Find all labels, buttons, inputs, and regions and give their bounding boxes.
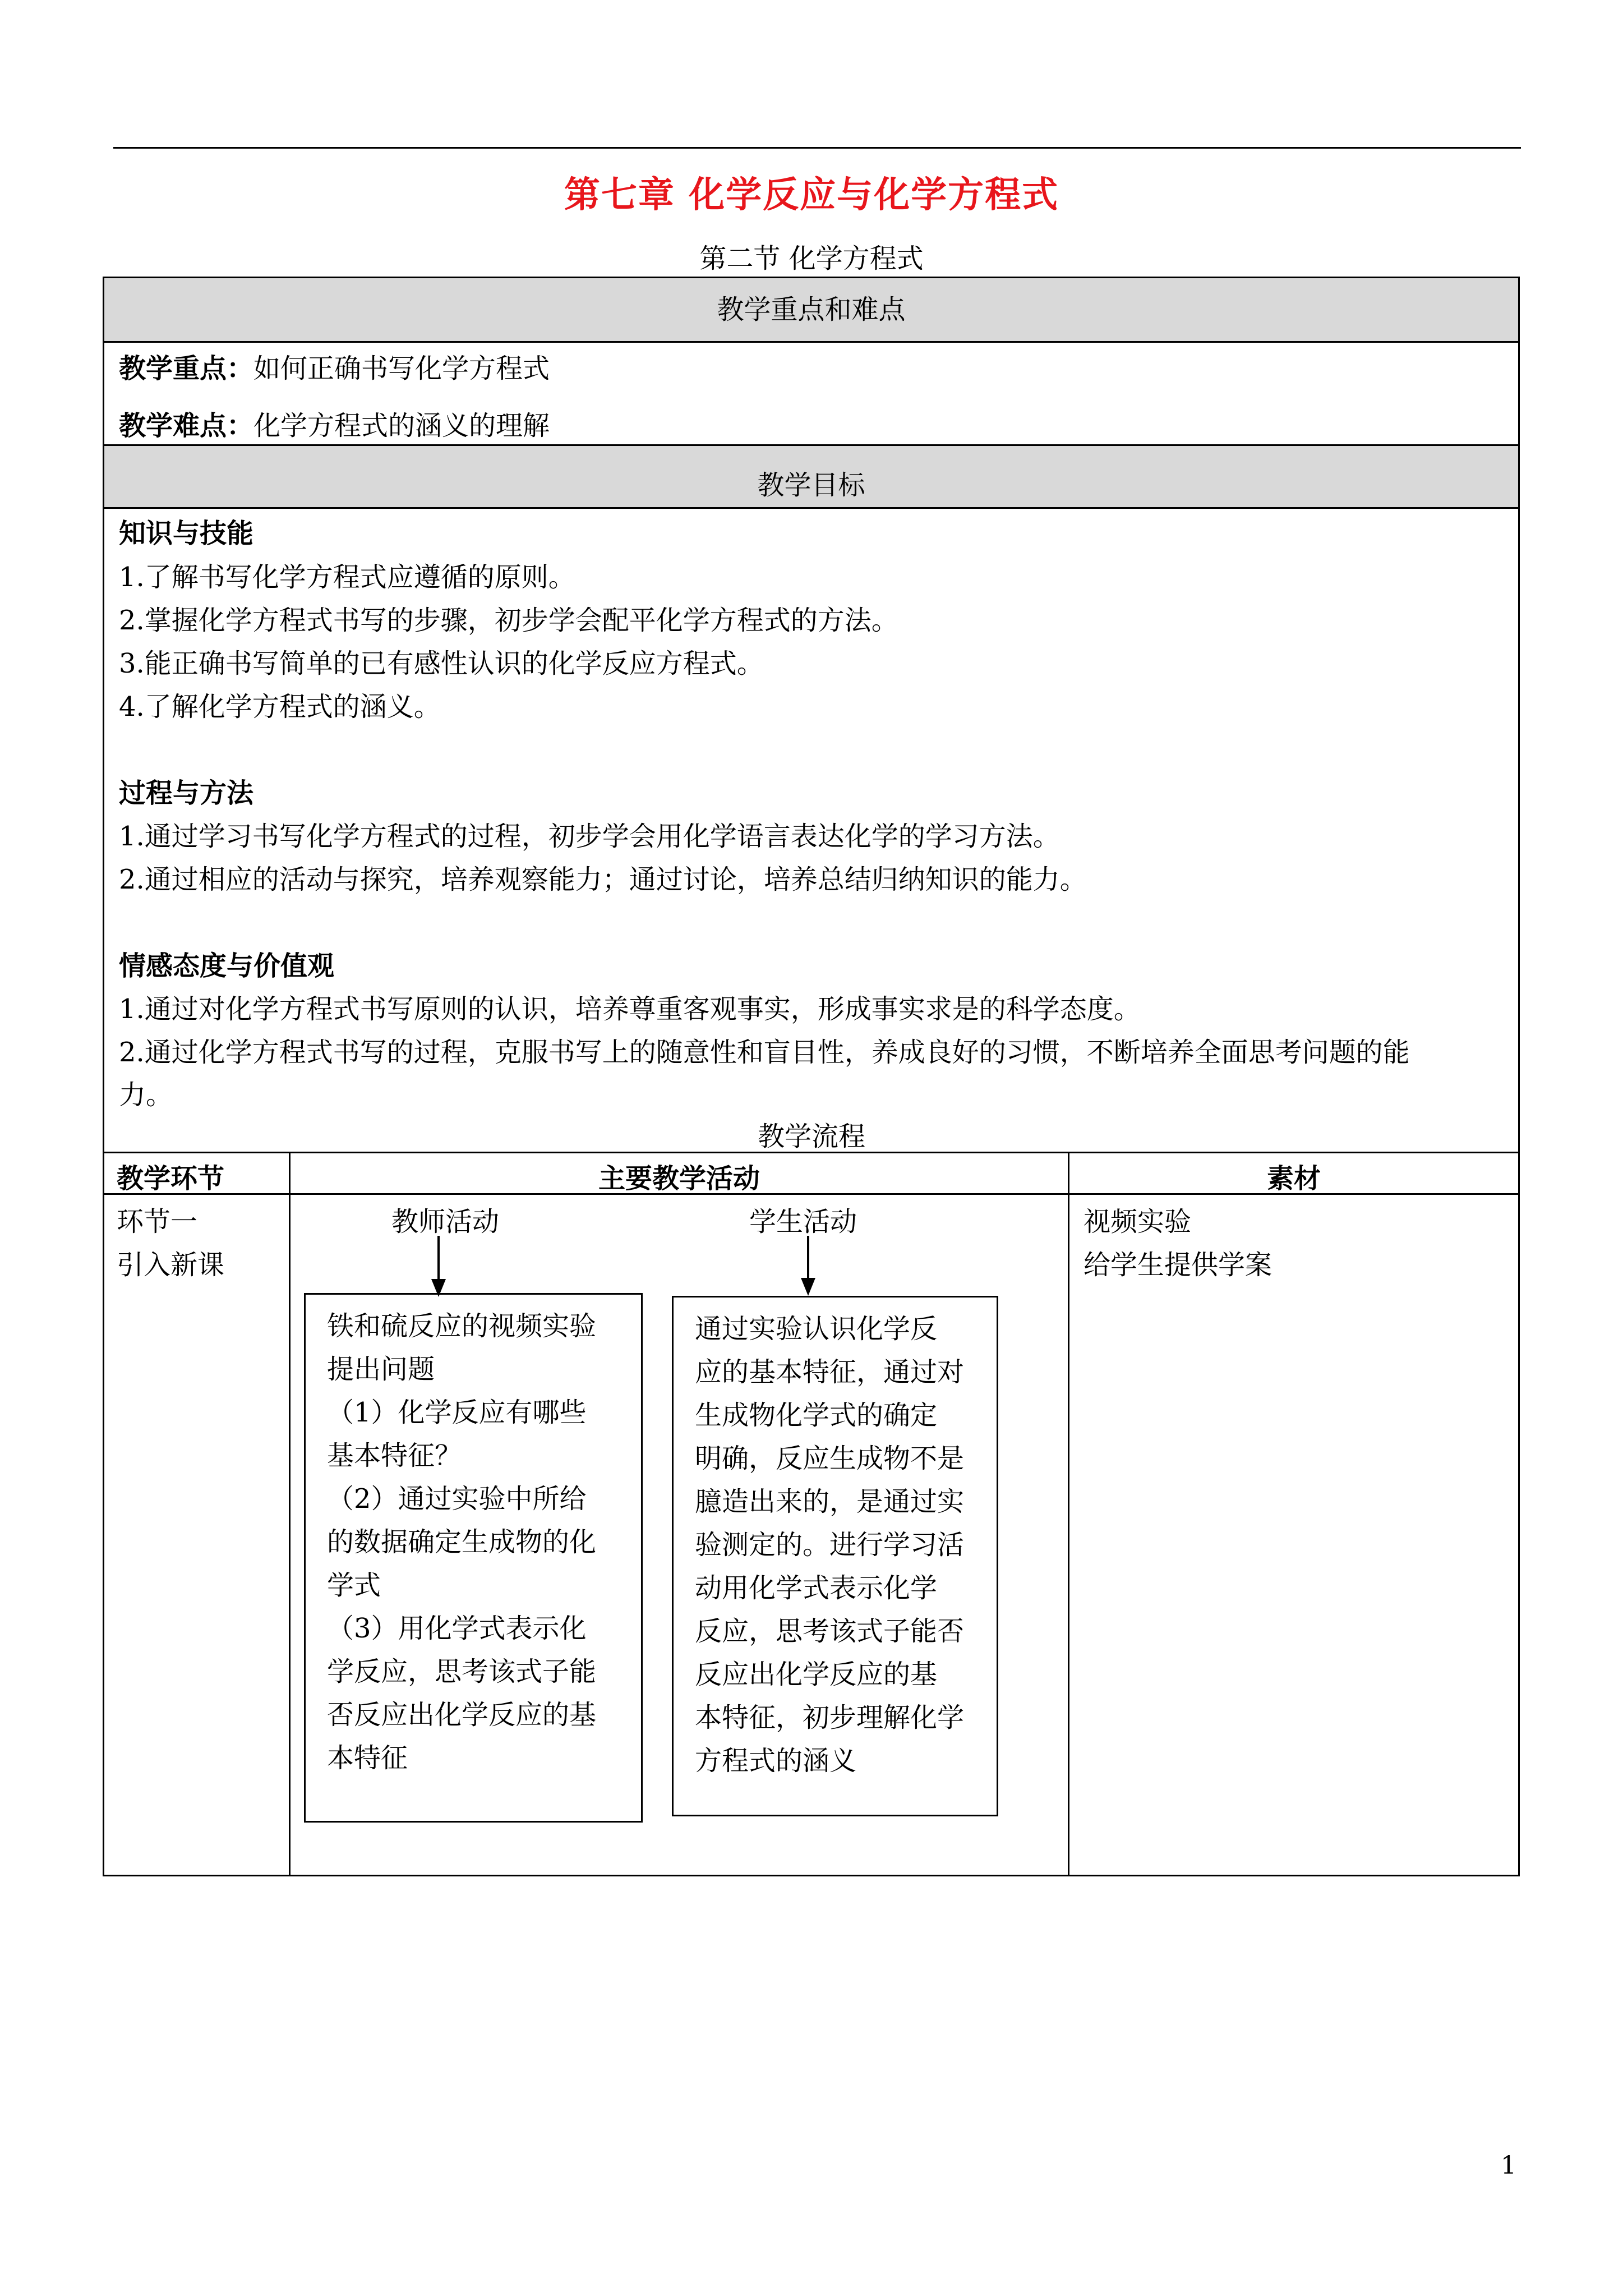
teacher-activity-line: 的数据确定生成物的化 [327, 1526, 597, 1558]
teaching-focus-text: 如何正确书写化学方程式 [253, 353, 550, 384]
student-activity-line: 明确，反应生成物不是 [695, 1443, 965, 1474]
student-activity-line: 反应，思考该式子能否 [695, 1616, 965, 1647]
chapter-title: 第七章 化学反应与化学方程式 [564, 174, 1059, 216]
teaching-difficulty-text: 化学方程式的涵义的理解 [253, 410, 550, 441]
teacher-activity-line: 提出问题 [327, 1354, 435, 1385]
process-item: 1.通过学习书写化学方程式的过程，初步学会用化学语言表达化学的学习方法。 [119, 821, 1060, 852]
objectives-header-text: 教学目标 [757, 470, 865, 501]
knowledge-item: 4.了解化学方程式的涵义。 [119, 691, 441, 723]
teacher-activity-line: 铁和硫反应的视频实验 [327, 1310, 597, 1342]
teaching-difficulty [119, 404, 550, 443]
student-activity-line: 动用化学式表示化学 [695, 1572, 938, 1604]
knowledge-item: 1.了解书写化学方程式应遵循的原则。 [119, 562, 575, 593]
teacher-activity-line: 学反应，思考该式子能 [327, 1656, 597, 1687]
teacher-activity-line: 学式 [327, 1570, 381, 1601]
student-activity-box [672, 1296, 998, 1816]
student-activity-label: 学生活动 [749, 1206, 857, 1237]
key-points-header-text: 教学重点和难点 [717, 294, 906, 325]
flow-header: 教学流程 [757, 1121, 865, 1152]
teaching-focus [119, 347, 550, 385]
teacher-activity-box [304, 1293, 643, 1823]
col-header-activities: 主要教学活动 [598, 1163, 760, 1194]
student-activity-line: 本特征，初步理解化学 [695, 1702, 965, 1733]
stage-title: 引入新课 [117, 1249, 225, 1281]
student-activity-line: 生成物化学式的确定 [695, 1400, 938, 1431]
teacher-activity-line: （1）化学反应有哪些 [327, 1397, 587, 1428]
student-arrow-head [801, 1278, 815, 1296]
student-activity-line: 方程式的涵义 [695, 1745, 857, 1777]
stage-name: 环节一 [117, 1206, 198, 1237]
emotion-heading: 情感态度与价值观 [119, 950, 335, 982]
student-activity-line: 反应出化学反应的基 [695, 1659, 938, 1690]
process-heading: 过程与方法 [119, 777, 254, 809]
emotion-item: 力。 [119, 1079, 173, 1111]
teaching-difficulty-label: 教学难点： [119, 410, 254, 441]
teacher-activity-line: 否反应出化学反应的基 [327, 1699, 597, 1731]
teaching-focus-label: 教学重点： [119, 353, 254, 384]
top-rule [113, 147, 1521, 149]
emotion-item: 1.通过对化学方程式书写原则的认识，培养尊重客观事实，形成事实求是的科学态度。 [119, 993, 1141, 1025]
teacher-activity-line: 本特征 [327, 1742, 408, 1774]
student-activity-line: 验测定的。进行学习活 [695, 1529, 965, 1561]
col-header-materials: 素材 [1266, 1163, 1321, 1194]
student-activity-line: 通过实验认识化学反 [695, 1313, 938, 1345]
teacher-activity-line: 基本特征？ [327, 1440, 462, 1471]
process-item: 2.通过相应的活动与探究，培养观察能力；通过讨论，培养总结归纳知识的能力。 [119, 864, 1087, 895]
teacher-arrow [437, 1236, 440, 1282]
student-activity-line: 臆造出来的，是通过实 [695, 1486, 965, 1517]
material-item: 视频实验 [1083, 1206, 1192, 1237]
col-header-stage: 教学环节 [117, 1163, 225, 1194]
section-subtitle: 第二节 化学方程式 [699, 243, 924, 274]
teacher-activity-line: （2）通过实验中所给 [327, 1483, 587, 1515]
teacher-activity-line: （3）用化学式表示化 [327, 1613, 587, 1644]
student-arrow [807, 1236, 809, 1281]
knowledge-item: 2.掌握化学方程式书写的步骤，初步学会配平化学方程式的方法。 [119, 605, 898, 636]
objectives-right-border [1518, 508, 1520, 1153]
material-item: 给学生提供学案 [1083, 1249, 1272, 1281]
knowledge-heading: 知识与技能 [119, 518, 254, 549]
flow-col-divider [1068, 1152, 1069, 1876]
student-activity-line: 应的基本特征，通过对 [695, 1356, 965, 1388]
teacher-activity-label: 教师活动 [391, 1206, 500, 1237]
key-points-header [103, 277, 1520, 343]
flow-col-divider [289, 1152, 291, 1876]
knowledge-item: 3.能正确书写简单的已有感性认识的化学反应方程式。 [119, 648, 764, 679]
emotion-item: 2.通过化学方程式书写的过程，克服书写上的随意性和盲目性，养成良好的习惯，不断培养全面思考问题的能 [119, 1037, 1410, 1068]
objectives-left-border [103, 508, 104, 1153]
page-number: 1 [1501, 2151, 1516, 2180]
objectives-header [103, 444, 1520, 509]
